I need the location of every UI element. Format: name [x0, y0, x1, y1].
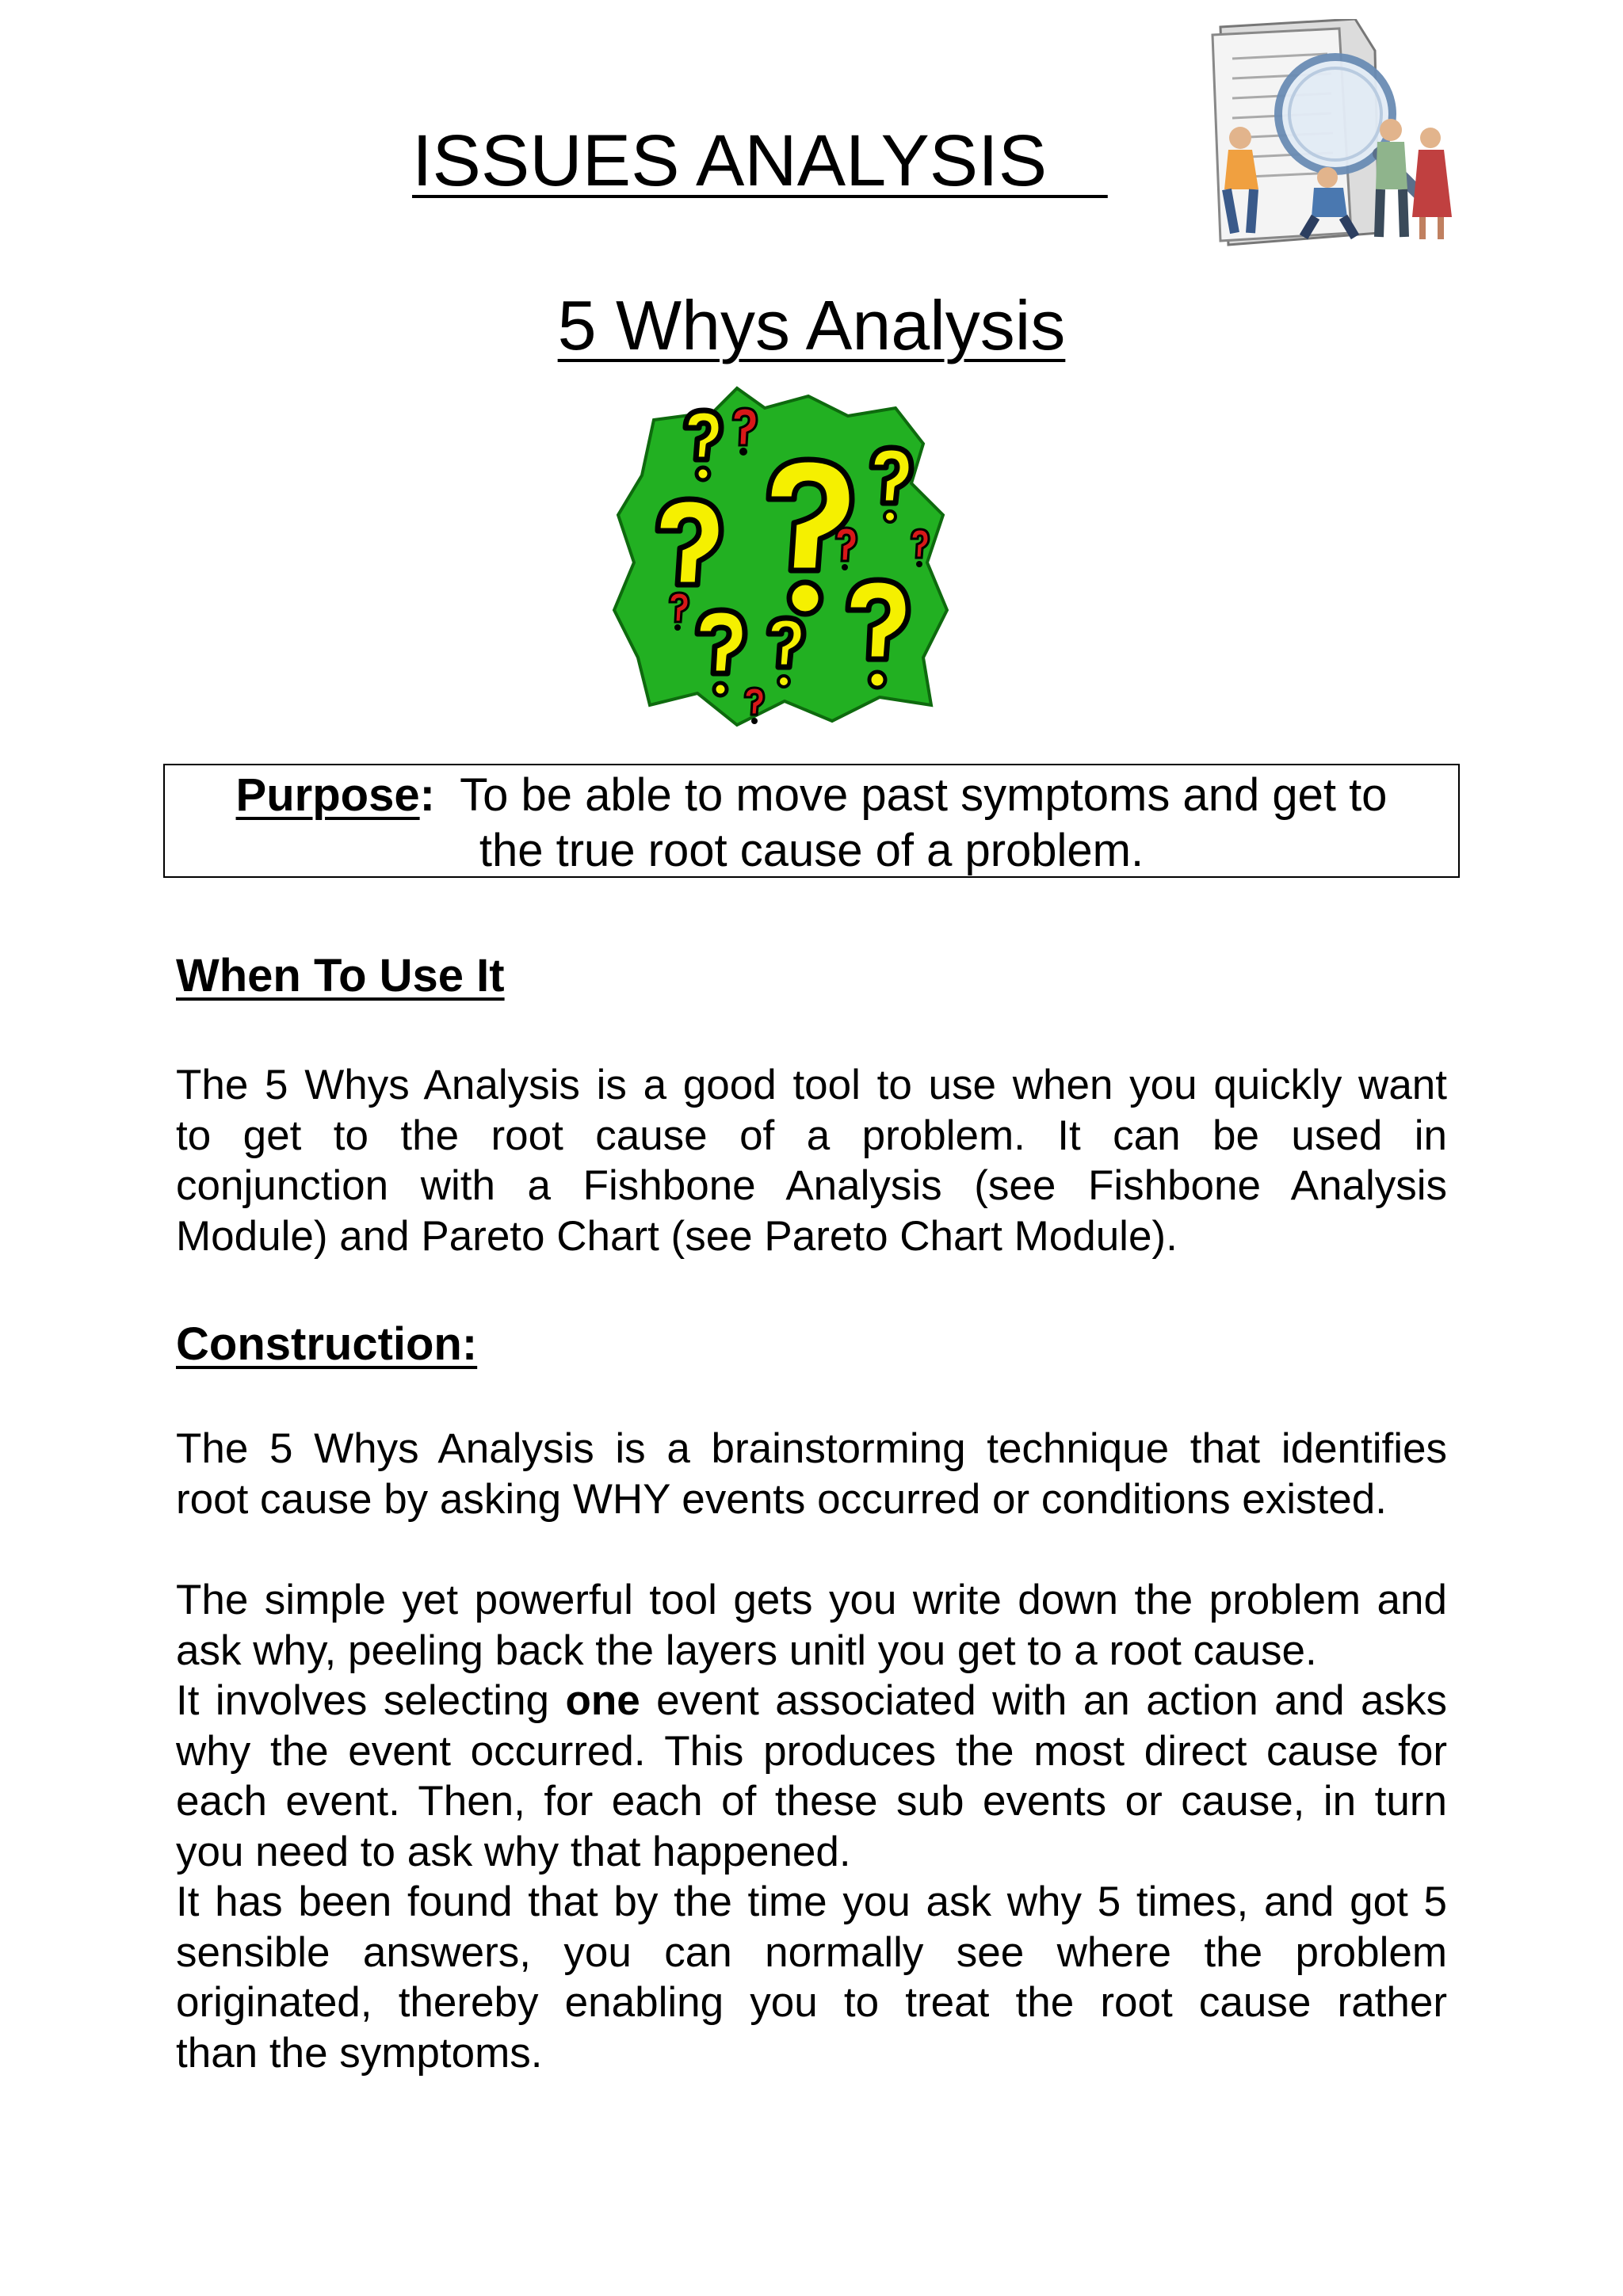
people-examining-document-image: [1197, 19, 1466, 257]
page-subtitle: 5 Whys Analysis: [557, 286, 1066, 364]
text-line: It has been found that by the time you ask why 5 times, and got 5: [176, 1878, 1447, 1925]
text-line: sensible answers, you can normally see where the problem: [176, 1928, 1447, 1976]
purpose-line-1: [165, 768, 1458, 823]
text-line: ask why, peeling back the layers unitl you get to a root cause.: [176, 1627, 1317, 1674]
text-line: why the event occurred. This produces the most direct cause for: [176, 1727, 1447, 1775]
text-line: conjunction with a Fishbone Analysis (see Fishbone Analysis: [176, 1162, 1447, 1209]
purpose-box: [163, 764, 1460, 878]
when-to-use-paragraph: [176, 1060, 1447, 1261]
text-line: each event. Then, for each of these sub events or cause, in turn: [176, 1778, 1447, 1825]
construction-heading: Construction:: [176, 1318, 478, 1370]
text-line-with-bold: [176, 1676, 1447, 1726]
text-fragment: It involves selecting: [176, 1677, 566, 1724]
text-fragment: event associated with an action and asks: [640, 1677, 1447, 1724]
purpose-text-1: To be able to move past symptoms and get to: [460, 769, 1388, 821]
purpose-colon: :: [419, 769, 435, 821]
text-line: The 5 Whys Analysis is a brainstorming technique that identifies: [176, 1425, 1447, 1472]
question-marks-image: [610, 372, 959, 729]
page-title: ISSUES ANALYSIS: [412, 120, 1108, 201]
text-line: than the symptoms.: [176, 2029, 543, 2077]
purpose-label: Purpose: [235, 769, 420, 821]
construction-paragraph-1: [176, 1424, 1447, 1524]
text-line: originated, thereby enabling you to treat the root cause rather: [176, 1979, 1447, 2026]
when-to-use-heading: When To Use It: [176, 950, 505, 1001]
construction-paragraph-2: [176, 1575, 1447, 2078]
text-line: Module) and Pareto Chart (see Pareto Chart Module).: [176, 1212, 1178, 1260]
emphasis-one: one: [565, 1677, 640, 1724]
text-line: The 5 Whys Analysis is a good tool to use when you quickly want: [176, 1062, 1447, 1108]
purpose-text-2: the true root cause of a problem.: [479, 825, 1144, 876]
text-line: you need to ask why that happened.: [176, 1828, 851, 1875]
text-line: to get to the root cause of a problem. It can be used in: [176, 1112, 1447, 1159]
text-line: The simple yet powerful tool gets you write down the problem and: [176, 1577, 1447, 1623]
text-line: root cause by asking WHY events occurred or conditions existed.: [176, 1475, 1387, 1523]
